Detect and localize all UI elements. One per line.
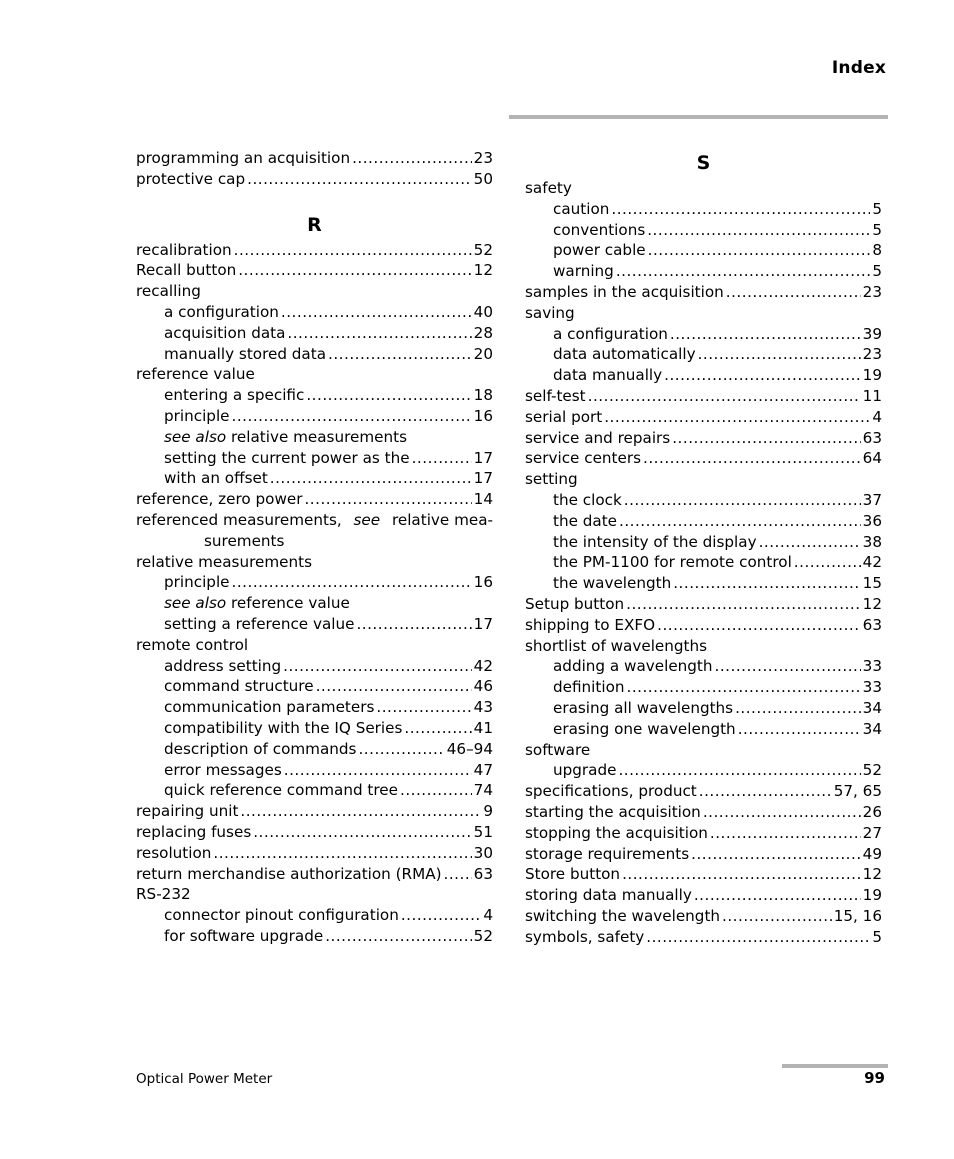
- index-heading: safety: [525, 179, 572, 197]
- index-entry: self-test ..... 11: [525, 386, 882, 407]
- index-entry: storage requirements ..... 49: [525, 844, 882, 865]
- index-subentry: adding a wavelength ..... 33: [525, 656, 882, 677]
- index-subentry: the wavelength ..... 15: [525, 573, 882, 594]
- index-column-left: [136, 148, 493, 947]
- index-subentry: a configuration ..... 39: [525, 324, 882, 345]
- index-subentry: quick reference command tree ..... 74: [136, 780, 493, 801]
- section-letter-r: R: [307, 213, 322, 236]
- index-heading: shortlist of wavelengths: [525, 636, 708, 655]
- index-heading: saving: [525, 303, 575, 322]
- index-entry: Recall button ..... 12: [136, 260, 493, 281]
- index-entry: switching the wavelength ..... 15, 16: [525, 906, 882, 927]
- index-subentry: the date ..... 36: [525, 511, 882, 532]
- index-subentry: address setting ..... 42: [136, 656, 493, 677]
- index-entry: service centers ..... 64: [525, 448, 882, 469]
- index-heading: reference value: [136, 365, 255, 384]
- index-entry: repairing unit ..... 9: [136, 801, 493, 822]
- index-heading: RS-232: [136, 885, 191, 904]
- index-entry: protective cap ..... 50: [136, 169, 493, 190]
- index-subentry: a configuration ..... 40: [136, 302, 493, 323]
- footer-rule: [782, 1064, 888, 1068]
- index-subentry: caution ..... 5: [525, 199, 882, 220]
- index-entry: stopping the acquisition ..... 27: [525, 823, 882, 844]
- index-heading: relative measurements: [136, 552, 312, 571]
- index-entry: replacing fuses ..... 51: [136, 822, 493, 843]
- footer-page-number: 99: [864, 1069, 885, 1087]
- section-letter-s: S: [696, 152, 711, 174]
- index-entry: Store button ..... 12: [525, 864, 882, 885]
- index-entry: serial port ..... 4: [525, 407, 882, 428]
- index-subentry: warning ..... 5: [525, 261, 882, 282]
- index-subentry: data manually ..... 19: [525, 365, 882, 386]
- index-entry: storing data manually ..... 19: [525, 885, 882, 906]
- index-heading: recalling: [136, 282, 201, 301]
- index-subentry: data automatically ..... 23: [525, 344, 882, 365]
- index-subentry: definition ..... 33: [525, 677, 882, 698]
- index-entry: shipping to EXFO ..... 63: [525, 615, 882, 636]
- index-subentry: acquisition data ..... 28: [136, 323, 493, 344]
- running-header-title: Index: [831, 58, 886, 78]
- index-subentry: the clock ..... 37: [525, 490, 882, 511]
- index-see-also: see also relative measurements: [164, 427, 407, 446]
- footer-product-name: Optical Power Meter: [136, 1071, 273, 1087]
- index-subentry: error messages ..... 47: [136, 760, 493, 781]
- index-continuation: surements: [204, 531, 285, 550]
- index-heading: setting: [525, 470, 578, 489]
- index-subentry: conventions ..... 5: [525, 220, 882, 241]
- index-heading: software: [525, 740, 591, 759]
- index-entry: recalibration ..... 52: [136, 240, 493, 261]
- index-entry: programming an acquisition ..... 23: [136, 148, 493, 169]
- index-heading: remote control: [136, 635, 249, 654]
- index-subentry: the intensity of the display ..... 38: [525, 532, 882, 553]
- index-subentry: principle ..... 16: [136, 406, 493, 427]
- index-entry: samples in the acquisition ..... 23: [525, 282, 882, 303]
- index-entry: specifications, product ..... 57, 65: [525, 781, 882, 802]
- index-subentry: command structure ..... 46: [136, 676, 493, 697]
- index-entry: starting the acquisition ..... 26: [525, 802, 882, 823]
- index-subentry: the PM-1100 for remote control ..... 42: [525, 552, 882, 573]
- index-entry: symbols, safety ..... 5: [525, 927, 882, 948]
- index-see-entry: referenced measurements, see relative mea-: [136, 510, 493, 529]
- index-subentry: upgrade ..... 52: [525, 760, 882, 781]
- index-subentry: description of commands ..... 46–94: [136, 739, 493, 760]
- index-entry: resolution ..... 30: [136, 843, 493, 864]
- index-entry: return merchandise authorization (RMA) ..... 63: [136, 864, 493, 885]
- index-subentry: connector pinout configuration ..... 4: [136, 905, 493, 926]
- index-subentry: erasing all wavelengths ..... 34: [525, 698, 882, 719]
- header-rule: [509, 115, 888, 119]
- index-subentry: setting a reference value ..... 17: [136, 614, 493, 635]
- index-subentry: for software upgrade ..... 52: [136, 926, 493, 947]
- index-subentry: principle ..... 16: [136, 572, 493, 593]
- index-subentry: entering a specific ..... 18: [136, 385, 493, 406]
- index-entry: Setup button ..... 12: [525, 594, 882, 615]
- index-subentry: communication parameters ..... 43: [136, 697, 493, 718]
- index-column-right: [525, 148, 882, 947]
- index-entry: reference, zero power ..... 14: [136, 489, 493, 510]
- index-subentry: with an offset ..... 17: [136, 468, 493, 489]
- index-subentry: manually stored data ..... 20: [136, 344, 493, 365]
- index-subentry: compatibility with the IQ Series ..... 41: [136, 718, 493, 739]
- index-subentry: setting the current power as the ..... 17: [136, 448, 493, 469]
- index-see-also: see also reference value: [164, 594, 350, 613]
- index-entry: service and repairs ..... 63: [525, 428, 882, 449]
- index-subentry: power cable ..... 8: [525, 240, 882, 261]
- index-subentry: erasing one wavelength ..... 34: [525, 719, 882, 740]
